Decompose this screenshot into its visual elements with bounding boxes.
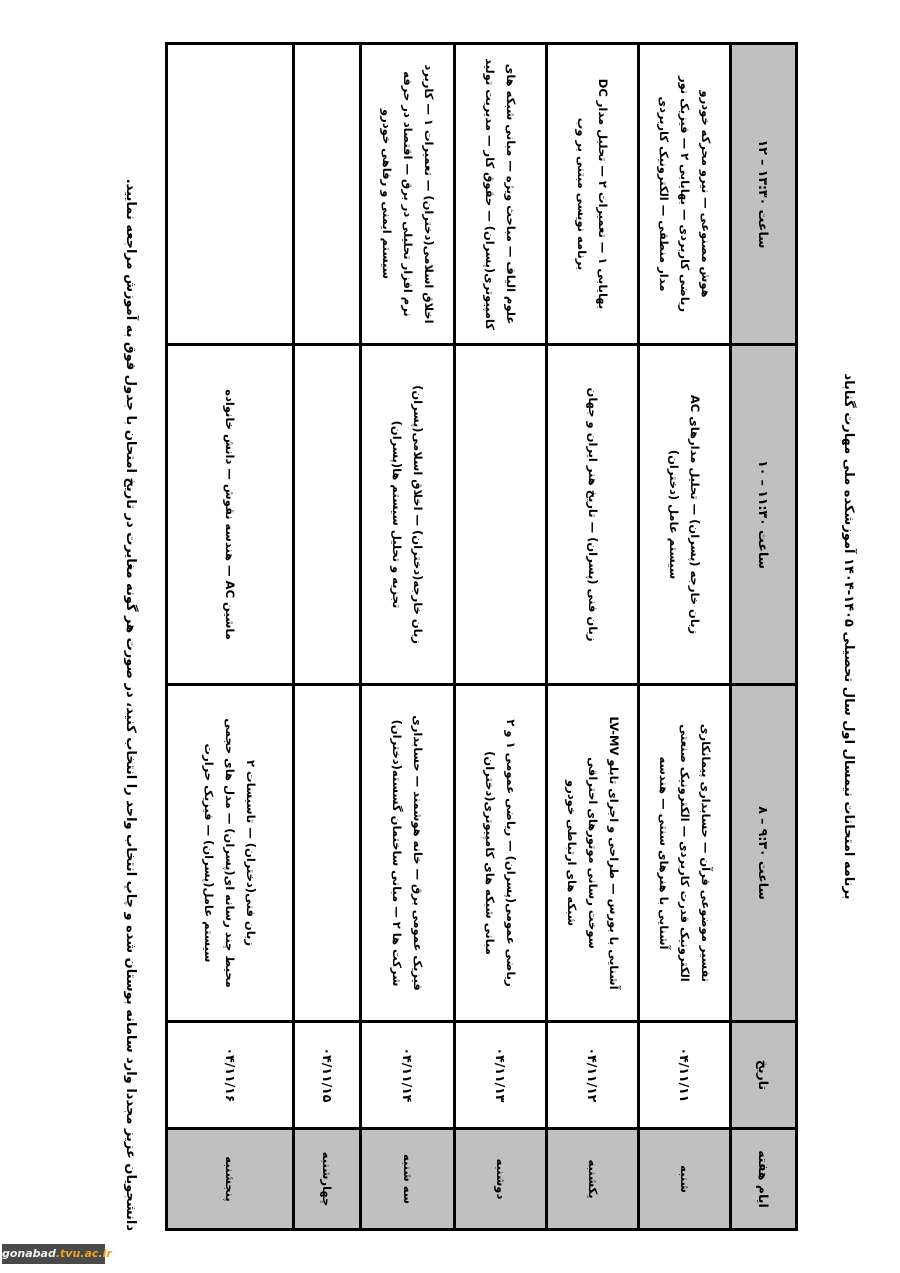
exam-courses: زبان فنی(دختران) — تاسیسات ۲: [244, 760, 259, 946]
exam-cell: [455, 44, 547, 345]
page-title: برنامه امتحانات نیمسال اول سال تحصیلی ۱۴۰۵-۱۴۰۴ آموزشکده ملی مهارت گناباد: [841, 373, 856, 900]
date-text: ۰۴/۱۱/۱۲: [585, 1047, 601, 1103]
exam-courses: ماشین AC — هندسه نقوش — دانش خانواده: [223, 389, 238, 640]
header-slot-2: ساعت ۱۱:۳۰ – ۱۰: [731, 345, 797, 685]
exam-cell: [639, 44, 731, 345]
date-text: ۰۴/۱۱/۱۳: [493, 1047, 509, 1103]
exam-cell: [294, 345, 361, 685]
exam-cell: [361, 44, 455, 345]
exam-courses: مدار منطقی — الکترونیک کاربردی: [657, 96, 671, 292]
exam-courses: زبان خارجه(دختران) — اخلاق اسلامی(پسران): [411, 385, 426, 644]
date-text: ۰۴/۱۱/۱۶: [223, 1047, 238, 1103]
day-cell: دوشنبه: [455, 1129, 547, 1230]
exam-cell: [639, 345, 731, 685]
exam-courses: نرم افزار تحلیلی در برق — اقتصاد در حرفه: [401, 71, 415, 317]
exam-courses: زبان خارجه (پسران) — تحلیل مدارهای AC: [688, 394, 703, 635]
table-row: [455, 44, 547, 1230]
exam-courses: الکترونیک قدرت کاربردی — الکترونیک صنعتی: [678, 724, 692, 982]
table-row: [361, 44, 455, 1230]
exam-courses: ریاضی کاربردی — بهایابی ۲ — فیزیک نور: [678, 75, 692, 313]
exam-courses: فیزیک عمومی برق — خانه هوشمند — حسابداری: [411, 715, 426, 991]
date-cell: [547, 1022, 639, 1129]
exam-courses: زبان فنی (پسران) — تاریخ هنر ایران و جهان: [586, 387, 600, 642]
exam-courses: تجزیه و تحلیل سیستم ها(پسران): [390, 420, 405, 609]
day-cell: پنجشنبه: [167, 1129, 294, 1230]
exam-cell: [547, 44, 639, 345]
date-cell: [361, 1022, 455, 1129]
table-row: [639, 44, 731, 1230]
exam-courses: شبکه های ارتباطی خودرو: [565, 779, 579, 927]
day-cell: یکشنبه: [547, 1129, 639, 1230]
exam-cell: [547, 685, 639, 1022]
header-row: [731, 44, 797, 1230]
table-row: [167, 44, 294, 1230]
header-slot-1: ساعت ۹:۳۰ – ۸: [731, 685, 797, 1022]
exam-cell: [167, 44, 294, 345]
date-text: ۰۴/۱۱/۱۵: [320, 1047, 335, 1103]
exam-courses: آشنایی با هنرهای سنتی — هندسه: [657, 756, 671, 950]
date-cell: [294, 1022, 361, 1129]
exam-cell: [547, 345, 639, 685]
table-row: [547, 44, 639, 1230]
exam-cell: [167, 685, 294, 1022]
header-slot-3: ساعت ۱۳:۳۰ – ۱۲: [731, 44, 797, 345]
day-cell: سه شنبه: [361, 1129, 455, 1230]
date-cell: [639, 1022, 731, 1129]
exam-courses: هوش مصنوعی — نیرو محرکه خودرو: [699, 90, 713, 298]
exam-cell: [455, 345, 547, 685]
exam-schedule-table: [165, 42, 798, 1231]
exam-courses: ریاضی عمومی(پسران) — ریاضی عمومی ۱ و ۲: [504, 719, 519, 987]
date-text: ۰۴/۱۱/۱۱: [677, 1047, 693, 1103]
exam-courses: تفسیر موضوعی قرآن — حسابداری پیمانکاری: [699, 723, 713, 983]
exam-cell: [167, 345, 294, 685]
exam-cell: [639, 685, 731, 1022]
exam-courses: شرکت ها ۲ — مبانی ساختمان گسسته(دختران): [390, 719, 405, 987]
exam-courses: آشنایی با بورس — طراحی و اجرای تابلو LV-MV: [607, 716, 621, 990]
header-date: تاریخ: [731, 1022, 797, 1129]
date-text: ۰۴/۱۱/۱۴: [400, 1047, 416, 1103]
table-row: [294, 44, 361, 1230]
date-cell: [167, 1022, 294, 1129]
logo-domain: .tvu.ac.ir: [55, 1247, 112, 1260]
exam-courses: برنامه نویسی مبتنی بر وب: [575, 117, 590, 271]
exam-courses: علوم الیاف — مباحث ویژه — مبانی شبکه های: [504, 63, 519, 325]
exam-cell: [361, 345, 455, 685]
header-day: ایام هفته: [731, 1129, 797, 1230]
exam-courses: کامپیوتری(پسران) — حقوق کار — مدیریت تولید: [483, 58, 498, 330]
logo-text: gonabad: [2, 1247, 56, 1260]
day-cell: چهارشنبه: [294, 1129, 361, 1230]
footer-note: دانشجویان عزیز مجددا وارد سامانه بوستان شده و چاپ انتخاب واحد را انتخاب کنید، در صورت هر گونه مغایرت در تاریخ امتحان با جدول فوق به آموزش مراجعه نمایید.: [123, 178, 138, 1231]
day-cell: شنبه: [639, 1129, 731, 1230]
exam-courses: اخلاق اسلامی(دختران) — تعمیرات ۱ — کاربرد: [422, 64, 436, 324]
exam-cell: [294, 685, 361, 1022]
exam-courses: سیستم عامل (دختران): [667, 449, 682, 580]
exam-courses: مبانی شبکه های کامپیوتری(دختران): [483, 751, 498, 955]
exam-courses: بهایابی ۱ — تعمیرات ۲ — تحلیل مدار DC: [596, 78, 611, 310]
date-cell: [455, 1022, 547, 1129]
exam-courses: سوخت رسانی موتورهای احتراقی: [586, 757, 600, 949]
exam-courses: سیستم ایمنی و رفاهی خودرو: [380, 108, 394, 280]
exam-cell: [294, 44, 361, 345]
exam-courses: سیستم عامل(پسران) — فیزیک حرارت: [202, 743, 217, 963]
exam-cell: [455, 685, 547, 1022]
exam-courses: محیط چند رسانه ای(پسران) — مدل های حجمی: [223, 718, 238, 988]
table-body: [167, 44, 797, 1230]
exam-cell: [361, 685, 455, 1022]
site-logo: [2, 1244, 112, 1264]
